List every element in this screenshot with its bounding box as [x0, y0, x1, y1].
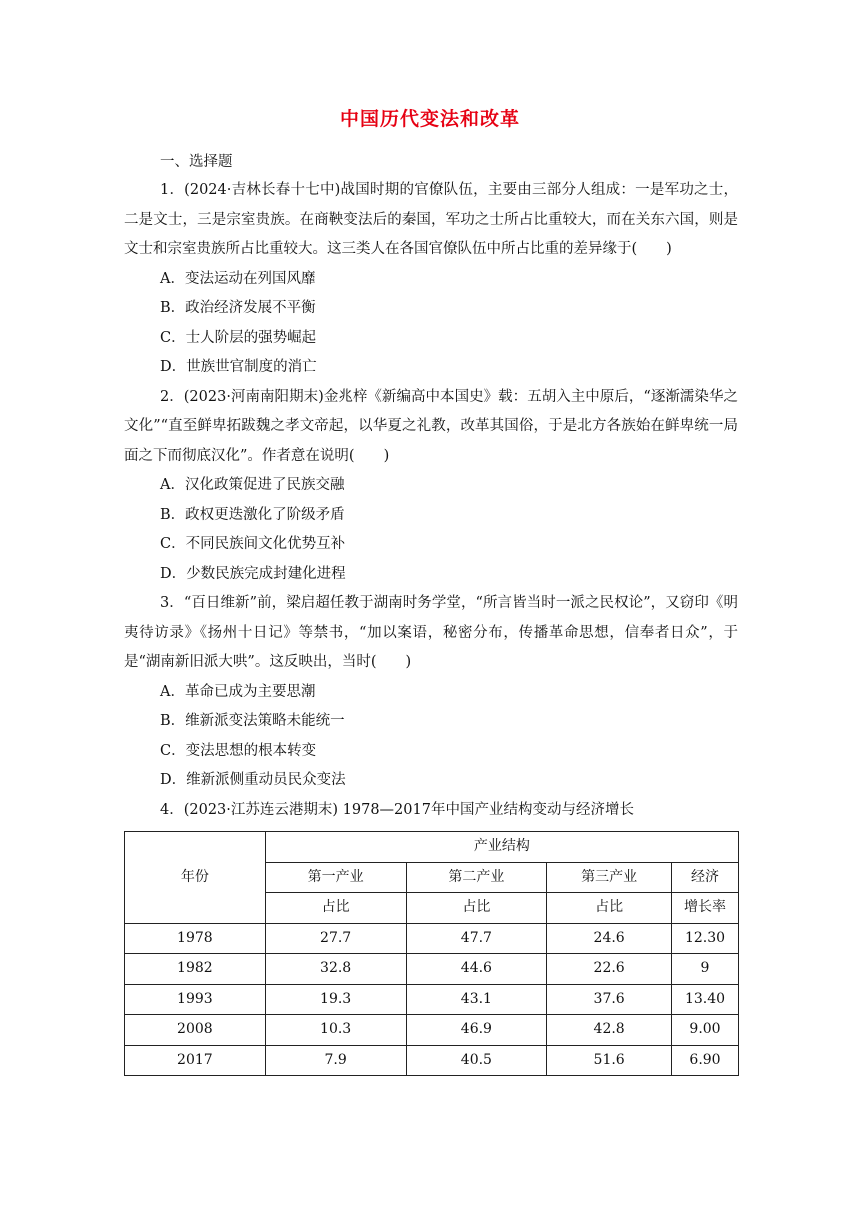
- option-a: A．革命已成为主要思潮: [160, 683, 316, 700]
- cell-primary: 19.3: [265, 984, 406, 1015]
- cell-secondary: 47.7: [406, 923, 547, 954]
- table-row: [125, 954, 739, 985]
- option-c: C．不同民族间文化优势互补: [160, 536, 346, 552]
- cell-growth: 12.30: [672, 923, 739, 954]
- cell-tertiary: 22.6: [547, 954, 672, 985]
- cell-year: 1978: [125, 923, 266, 954]
- question-3: [124, 589, 738, 796]
- cell-primary: 32.8: [265, 954, 406, 985]
- question-list: [124, 176, 738, 1076]
- col-primary-header: 第一产业: [265, 862, 406, 893]
- question-stem: 3．“百日维新”前，梁启超任教于湖南时务学堂，“所言皆当时一派之民权论”，又窃印《明夷待访录》《扬州十日记》等禁书，“加以案语，秘密分布，传播革命思想，信奉者日众”，于是“湖南新旧派大哄”。这反映出，当时( ): [124, 595, 738, 670]
- cell-primary: 7.9: [265, 1045, 406, 1076]
- cell-year: 2017: [125, 1045, 266, 1076]
- group-header: 产业结构: [265, 832, 738, 863]
- cell-secondary: 40.5: [406, 1045, 547, 1076]
- cell-year: 2008: [125, 1015, 266, 1046]
- table-row: [125, 984, 739, 1015]
- data-table: [124, 831, 739, 1076]
- page-title: 中国历代变法和改革: [339, 108, 520, 130]
- cell-primary: 10.3: [265, 1015, 406, 1046]
- cell-secondary: 44.6: [406, 954, 547, 985]
- cell-growth: 6.90: [672, 1045, 739, 1076]
- year-header: 年份: [125, 832, 266, 924]
- cell-tertiary: 42.8: [547, 1015, 672, 1046]
- question-stem: 1．(2024·吉林长春十七中)战国时期的官僚队伍，主要由三部分人组成：一是军功之士，二是文士，三是宗室贵族。在商鞅变法后的秦国，军功之士所占比重较大，而在关东六国，则是文士和宗室贵族所占比重较大。这三类人在各国官僚队伍中所占比重的差异缘于( ): [124, 182, 738, 257]
- col-secondary-subheader: 占比: [406, 893, 547, 924]
- option-b: B．政权更迭激化了阶级矛盾: [160, 506, 345, 523]
- option-d: D．世族世官制度的消亡: [160, 359, 317, 375]
- cell-year: 1982: [125, 954, 266, 985]
- option-b: B．政治经济发展不平衡: [160, 300, 316, 316]
- table-row: [125, 923, 739, 954]
- cell-tertiary: 24.6: [547, 923, 672, 954]
- table-caption: 4．(2023·江苏连云港期末) 1978—2017年中国产业结构变动与经济增长: [160, 801, 634, 818]
- option-a: A．变法运动在列国风靡: [160, 270, 316, 287]
- table-row: [125, 1015, 739, 1046]
- cell-growth: 9: [672, 954, 739, 985]
- cell-growth: 9.00: [672, 1015, 739, 1046]
- option-c: C．变法思想的根本转变: [160, 742, 317, 759]
- option-d: D．维新派侧重动员民众变法: [160, 772, 346, 788]
- section-heading: 一、选择题: [160, 154, 233, 170]
- col-growth-header: 经济: [672, 862, 739, 893]
- table-row: [125, 1045, 739, 1076]
- col-secondary-header: 第二产业: [406, 862, 547, 893]
- col-tertiary-subheader: 占比: [547, 893, 672, 924]
- option-d: D．少数民族完成封建化进程: [160, 565, 346, 582]
- option-a: A．汉化政策促进了民族交融: [160, 477, 345, 493]
- cell-growth: 13.40: [672, 984, 739, 1015]
- cell-secondary: 43.1: [406, 984, 547, 1015]
- cell-tertiary: 37.6: [547, 984, 672, 1015]
- cell-secondary: 46.9: [406, 1015, 547, 1046]
- question-4: [124, 796, 738, 1077]
- option-c: C．士人阶层的强势崛起: [160, 329, 317, 346]
- col-tertiary-header: 第三产业: [547, 862, 672, 893]
- question-2: [124, 383, 738, 590]
- col-growth-subheader: 增长率: [672, 893, 739, 924]
- cell-tertiary: 51.6: [547, 1045, 672, 1076]
- cell-primary: 27.7: [265, 923, 406, 954]
- col-primary-subheader: 占比: [265, 893, 406, 924]
- question-1: [124, 176, 738, 383]
- cell-year: 1993: [125, 984, 266, 1015]
- question-stem: 2．(2023·河南南阳期末)金兆梓《新编高中本国史》载：五胡入主中原后，“逐渐濡染华之文化”“直至鲜卑拓跋魏之孝文帝起，以华夏之礼教，改革其国俗，于是北方各族始在鲜卑统一局面之下而彻底汉化”。作者意在说明( ): [124, 388, 738, 464]
- option-b: B．维新派变法策略未能统一: [160, 713, 345, 729]
